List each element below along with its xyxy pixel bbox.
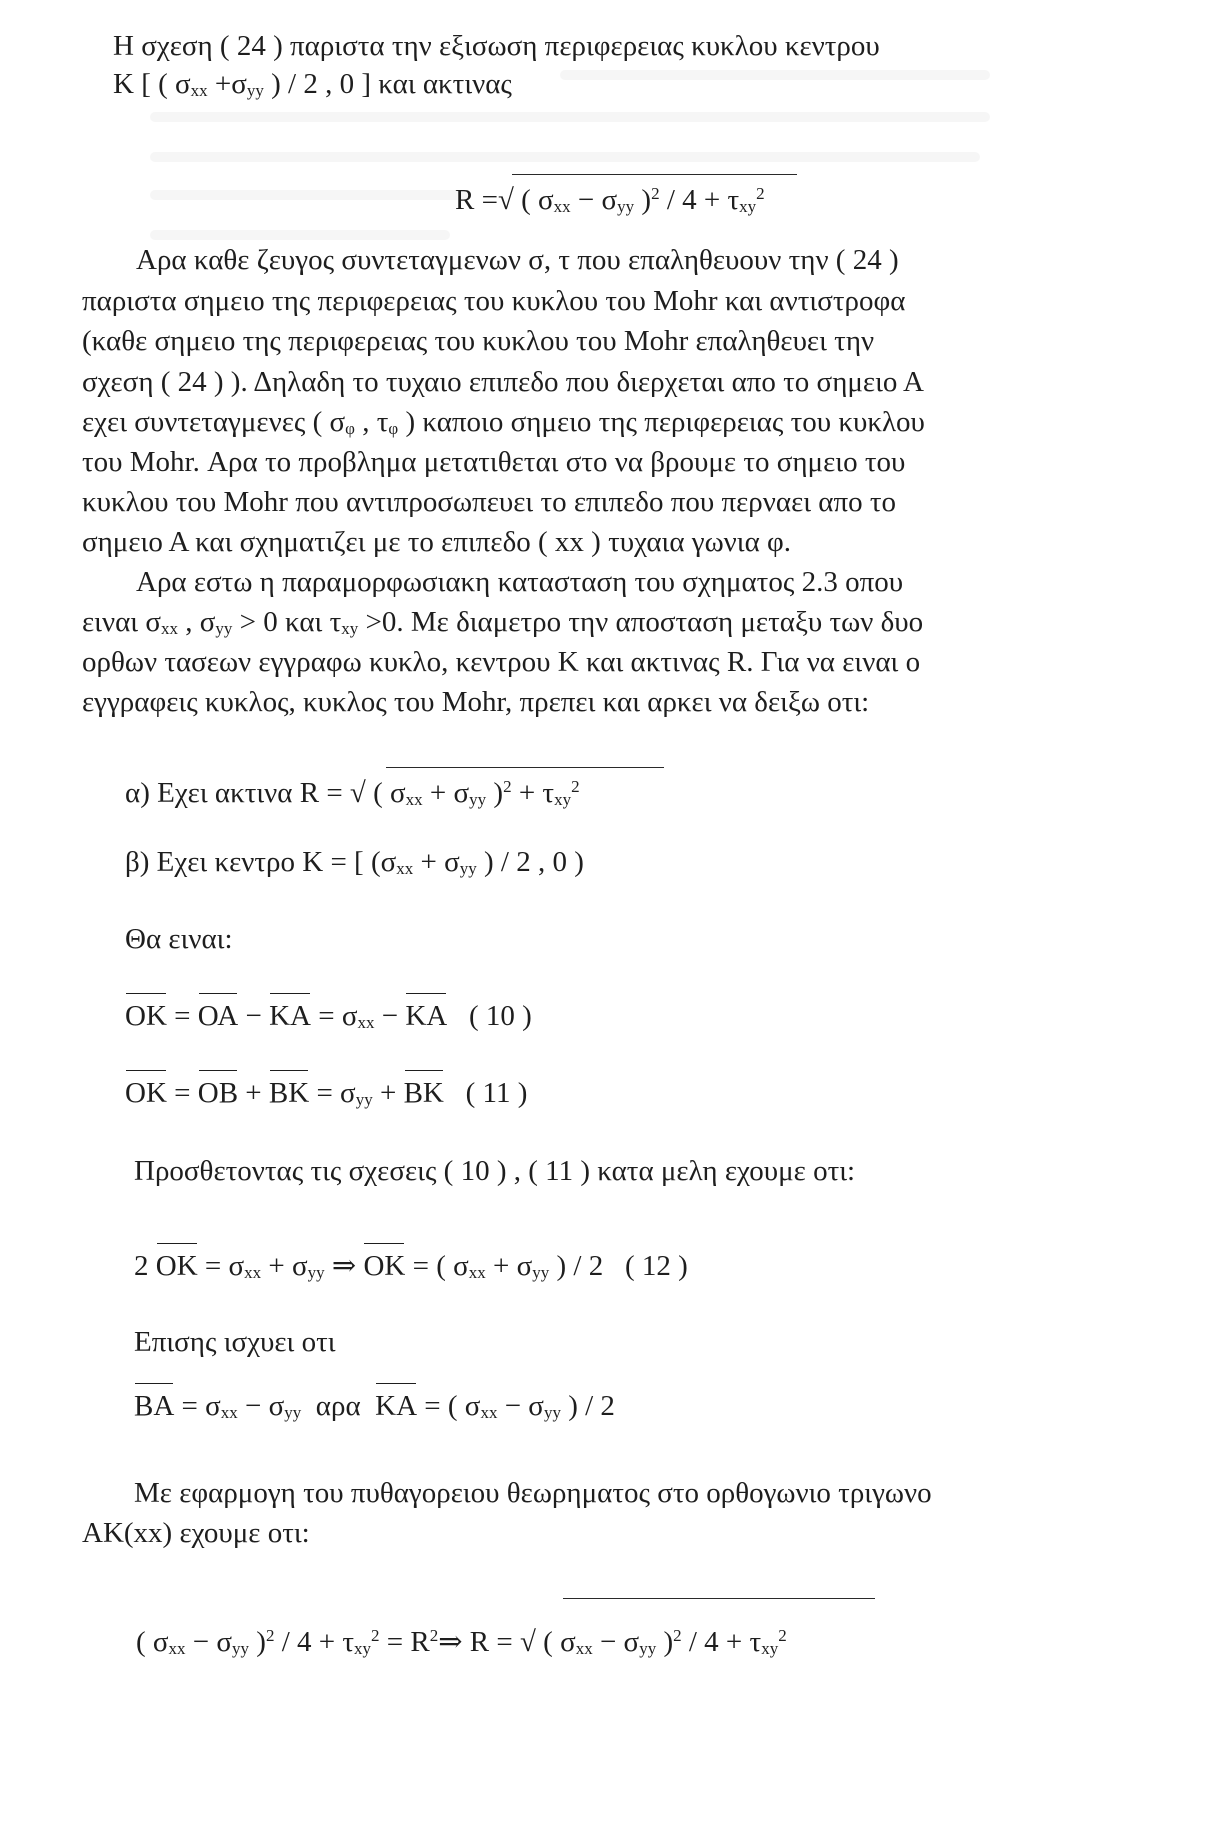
paragraph-1-line: κυκλου του Mohr που αντιπροσωπευει το επιπεδο που περναει απο το <box>82 486 897 518</box>
scan-bleed <box>150 190 470 200</box>
radius-equation: R =√ ( $\sigma_{xx} - \sigma_{yy}$ )$^2 / 4 + \tau_{xy}^2$ <box>455 184 765 216</box>
intro-line-2: K [ ( $\sigma_{xx} +\sigma_{yy}$ ) / 2 , 0 ] και ακτινας <box>113 68 512 100</box>
paragraph-2-line: ορθων τασεων εγγραφω κυκλο, κεντρου Κ και ακτινας R. Για να ειναι ο <box>82 646 921 678</box>
pythagorean-line: Με εφαρμογη του πυθαγορειου θεωρηματος στο ορθογωνιο τριγωνο <box>134 1477 932 1509</box>
radical-overline <box>386 767 664 768</box>
radical-overline <box>563 1598 875 1599</box>
also-holds-text: Επισης ισχυει οτι <box>134 1326 336 1358</box>
equation-12: 2 $OK = \sigma_{xx} + \sigma_{yy}$ ⇒ ΟΚ = ( $\sigma_{xx} + \sigma_{yy}$ ) / 2 ( 12 ) <box>134 1250 688 1282</box>
paragraph-2-line: ειναι $\sigma_{xx}$ , $\sigma_{yy} > 0$ και $\tau_{xy} >0$. Με διαμετρο την αποσταση μεταξυ των δυο <box>82 606 924 638</box>
adding-relations-text: Προσθετοντας τις σχεσεις ( 10 ) , ( 11 ) κατα μελη εχουμε οτι: <box>134 1155 856 1187</box>
tha-einai-label: Θα ειναι: <box>125 923 233 955</box>
pythagorean-line: ΑΚ(xx) εχουμε οτι: <box>82 1517 310 1549</box>
scan-bleed <box>150 112 990 122</box>
paragraph-1-line: (καθε σημειο της περιφερειας του κυκλου του Mohr επαληθευει την <box>82 325 875 357</box>
scan-bleed <box>150 230 450 240</box>
paragraph-2-line: εγγραφεις κυκλος, κυκλος του Mohr, πρεπει και αρκει να δειξω οτι: <box>82 686 870 718</box>
intro-line-1: Η σχεση ( 24 ) παριστα την εξισωση περιφερειας κυκλου κεντρου <box>113 30 880 62</box>
paragraph-1-line: σχεση ( 24 ) ). Δηλαδη το τυχαιο επιπεδο που διερχεται απο το σημειο Α <box>82 366 924 398</box>
claim-a-radius: α) Εχει ακτινα R = √ ( $\sigma_{xx} + \sigma_{yy}$ )$^2 + \tau_{xy}^2$ <box>125 777 580 809</box>
paragraph-1-line: σημειο Α και σχηματιζει με το επιπεδο ( xx ) τυχαια γωνια φ. <box>82 526 792 558</box>
paragraph-1-line: παριστα σημειο της περιφερειας του κυκλου του Mohr και αντιστροφα <box>82 285 906 317</box>
final-radius-equation: ( $\sigma_{xx} - \sigma_{yy}$ )$^2 / 4 + \tau_{xy}^2$ = $R^2\Rightarrow$ R = √ ( $\sigma_{xx} - \sigma_{yy}$ )$^2 / 4 + \tau_{xy}^2$ <box>136 1626 787 1658</box>
scan-bleed <box>560 70 990 80</box>
equation-ba-ka: $BA = \sigma_{xx} - \sigma_{yy}$ αρα ΚΑ = ( $\sigma_{xx} - \sigma_{yy}$ ) / 2 <box>134 1390 615 1422</box>
scan-bleed <box>150 152 980 162</box>
equation-10: $OK = OA - KA = \sigma_{xx} - KA$ ( 10 ) <box>125 1000 532 1032</box>
paragraph-1-line: του Mohr. Αρα το προβλημα μετατιθεται στο να βρουμε το σημειο του <box>82 446 906 478</box>
equation-11: $OK = OB + BK = \sigma_{yy} + BK$ ( 11 ) <box>125 1077 528 1109</box>
paragraph-2-line: Αρα εστω η παραμορφωσιακη κατασταση του σχηματος 2.3 οπου <box>136 566 904 598</box>
radical-overline <box>512 174 797 175</box>
paragraph-1-line: Αρα καθε ζευγος συντεταγμενων σ, τ που επαληθευουν την ( 24 ) <box>136 244 899 276</box>
claim-b-center: β) Εχει κεντρο K = [ ($\sigma_{xx} + \sigma_{yy}$ ) / 2 , 0 ) <box>125 846 584 878</box>
paragraph-1-line: εχει συντεταγμενες ( $\sigma_\varphi$ , $\tau_\varphi$ ) καποιο σημειο της περιφερειας του κυκλου <box>82 406 925 438</box>
